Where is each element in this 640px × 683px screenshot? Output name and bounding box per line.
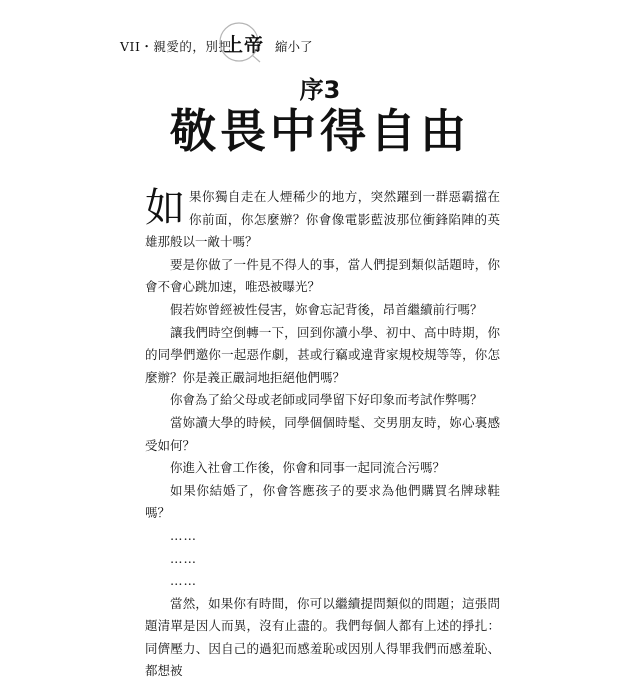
header-emphasis-word: 上帝 — [224, 34, 265, 56]
paragraph: 假若妳曾經被性侵害，妳會忘記背後，昂首繼續前行嗎？ — [170, 301, 483, 317]
ellipsis-line: …… — [170, 550, 197, 566]
running-header — [120, 20, 440, 64]
paragraph: 當妳讀大學的時候，同學個個時髦、交男朋友時，妳心裏感受如何？ — [145, 414, 500, 453]
ellipsis-line: …… — [170, 527, 197, 543]
paragraph: 當然，如果你有時間，你可以繼續提問類似的問題；這張問題清單是因人而異，沒有止盡的。我們每個人都有上述的掙扎：同儕壓力、因自己的過犯而感羞恥或因別人得罪我們而感羞恥、都想被 — [145, 595, 500, 679]
paragraph: 要是你做了一件見不得人的事，當人們提到類似話題時，你會不會心跳加速，唯恐被曝光？ — [145, 256, 500, 295]
chapter-label: 序3 — [299, 76, 341, 104]
paragraph: 如果你獨自走在人煙稀少的地方，突然躍到一群惡霸擋在你前面，你怎麼辦？你會像電影藍波那位衝鋒陷陣的英雄那般以一敵十嗎？ — [145, 185, 500, 250]
paragraph: 你會為了給父母或老師或同學留下好印象而考試作弊嗎？ — [170, 392, 483, 408]
header-section-suffix: 縮小了 — [275, 39, 313, 54]
chapter-title: 敬畏中得自由 — [170, 104, 470, 158]
drop-cap: 如 — [145, 185, 185, 231]
ellipsis-line: …… — [170, 573, 197, 589]
paragraph: 如果你結婚了，你會答應孩子的要求為他們購買名牌球鞋嗎？ — [145, 482, 500, 521]
paragraph: 你進入社會工作後，你會和同事一起同流合污嗎？ — [170, 460, 446, 476]
body-text — [145, 186, 500, 683]
header-section-label: VII・親愛的，別把 — [120, 39, 232, 54]
paragraph: 讓我們時空倒轉一下，回到你讀小學、初中、高中時期，你的同學們邀你一起惡作劇，甚或行竊或違背家規校規等等，你怎麼辦？你是義正嚴詞地拒絕他們嗎？ — [145, 324, 500, 385]
